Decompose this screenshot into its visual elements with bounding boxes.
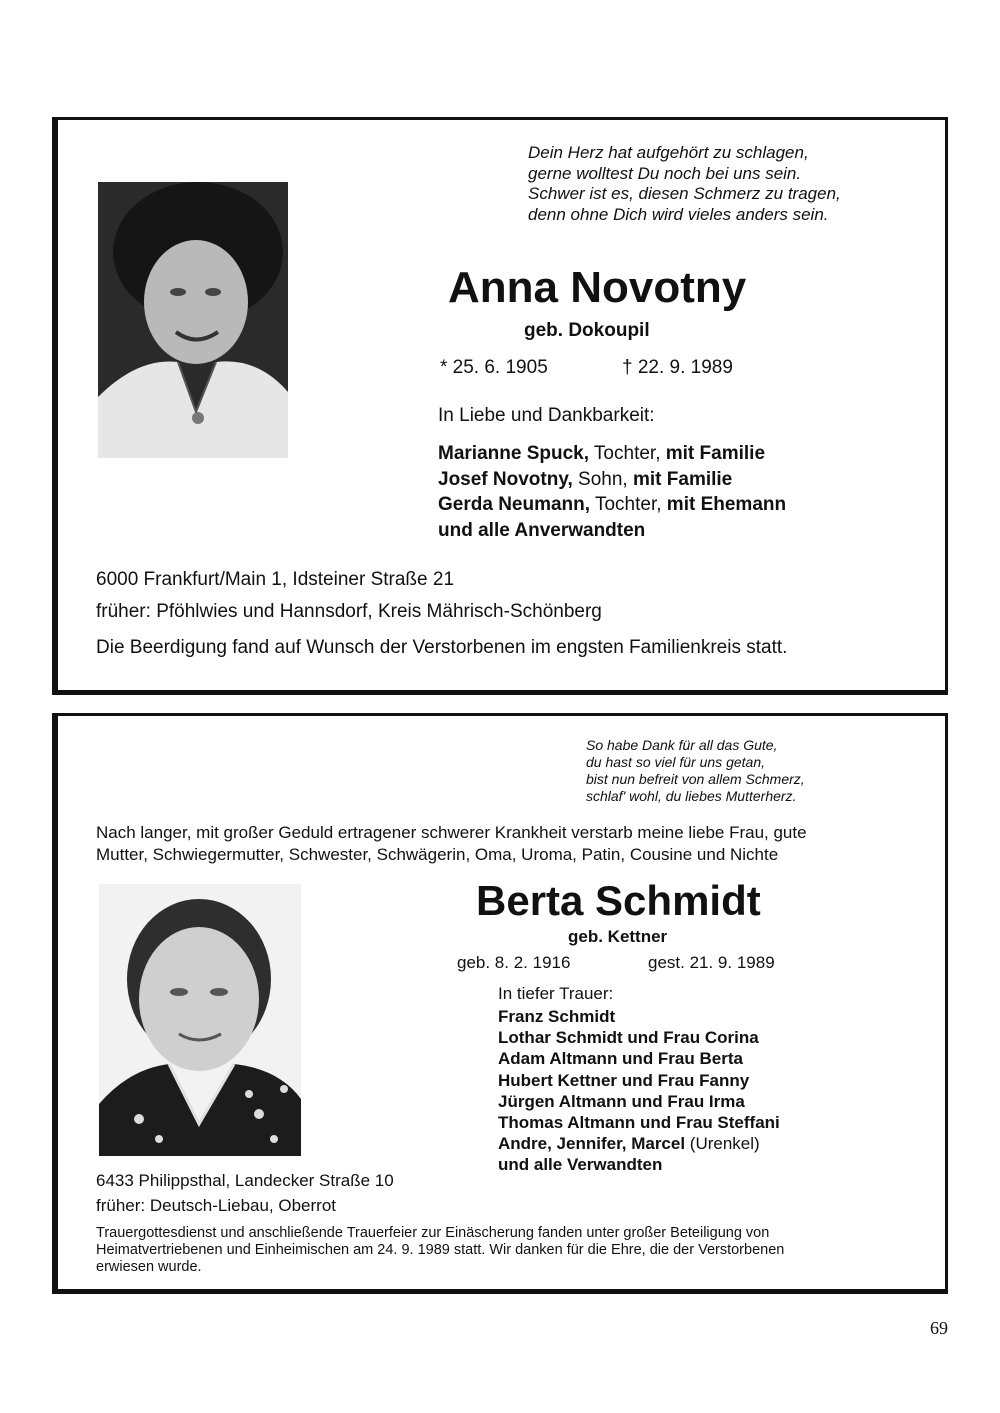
service-line: Trauergottesdienst und anschließende Trauerfeier zur Einäscherung fanden unter großer Beteiligung von: [96, 1225, 770, 1241]
deceased-name-anna: Anna Novotny: [448, 263, 747, 312]
service-line: Heimatvertriebenen und Einheimischen am 24. 9. 1989 statt. Wir danken für die Ehre, die der Verstorbenen: [96, 1242, 785, 1258]
poem-line: du hast so viel für uns getan,: [586, 754, 765, 770]
poem-anna: [528, 143, 841, 225]
death-date-berta: gest. 21. 9. 1989: [648, 953, 775, 972]
poem-line: gerne wolltest Du noch bei uns sein.: [528, 163, 802, 183]
family-member: Lothar Schmidt und Frau Corina: [498, 1028, 759, 1048]
family-member: Hubert Kettner und Frau Fanny: [498, 1070, 750, 1090]
poem-line: Dein Herz hat aufgehört zu schlagen,: [528, 143, 809, 162]
family-member: Marianne Spuck, Tochter, mit Familie: [438, 443, 766, 464]
former-residence-anna: früher: Pföhlwies und Hannsdorf, Kreis Mährisch-Schönberg: [96, 601, 602, 622]
funeral-note-anna: Die Beerdigung fand auf Wunsch der Verstorbenen im engsten Familienkreis statt.: [96, 637, 788, 658]
maiden-name-berta: geb. Kettner: [568, 927, 668, 946]
family-list-berta: [498, 1006, 780, 1176]
portrait-photo-anna-novotny: [98, 182, 288, 458]
page-number: 69: [930, 1318, 948, 1338]
poem-line: So habe Dank für all das Gute,: [586, 737, 778, 753]
service-note-berta: [96, 1225, 784, 1276]
portrait-photo-berta-schmidt: [99, 884, 301, 1156]
family-list-anna: [438, 441, 786, 543]
birth-date-berta: geb. 8. 2. 1916: [457, 953, 571, 972]
family-member: Gerda Neumann, Tochter, mit Ehemann: [438, 494, 787, 515]
announcement-berta: [96, 822, 807, 866]
dedication-anna: In Liebe und Dankbarkeit:: [438, 405, 655, 426]
death-date-anna: † 22. 9. 1989: [622, 357, 733, 378]
announcement-line: Mutter, Schwiegermutter, Schwester, Schwägerin, Oma, Uroma, Patin, Cousine und Nichte: [96, 845, 779, 864]
family-member: Jürgen Altmann und Frau Irma: [498, 1091, 745, 1111]
maiden-name-anna: geb. Dokoupil: [524, 320, 650, 341]
family-member: Adam Altmann und Frau Berta: [498, 1049, 743, 1069]
family-member: Franz Schmidt: [498, 1007, 616, 1026]
poem-line: bist nun befreit von allem Schmerz,: [586, 771, 805, 787]
address-berta: 6433 Philippsthal, Landecker Straße 10: [96, 1171, 394, 1190]
service-line: erwiesen wurde.: [96, 1259, 202, 1275]
family-member: Thomas Altmann und Frau Steffani: [498, 1113, 780, 1133]
birth-date-anna: * 25. 6. 1905: [440, 357, 548, 378]
family-member: und alle Verwandten: [498, 1155, 663, 1175]
poem-berta: [586, 737, 805, 805]
poem-line: Schwer ist es, diesen Schmerz zu tragen,: [528, 184, 841, 203]
former-residence-berta: früher: Deutsch-Liebau, Oberrot: [96, 1196, 337, 1215]
poem-line: schlaf' wohl, du liebes Mutterherz.: [586, 788, 797, 804]
family-member: Josef Novotny, Sohn, mit Familie: [438, 468, 733, 490]
address-anna: 6000 Frankfurt/Main 1, Idsteiner Straße 21: [96, 569, 455, 590]
mourning-intro-berta: In tiefer Trauer:: [498, 984, 614, 1003]
deceased-name-berta: Berta Schmidt: [476, 877, 761, 924]
announcement-line: Nach langer, mit großer Geduld ertragener schwerer Krankheit verstarb meine liebe Frau, gute: [96, 823, 807, 842]
poem-line: denn ohne Dich wird vieles anders sein.: [528, 204, 829, 224]
family-member: Andre, Jennifer, Marcel (Urenkel): [498, 1134, 760, 1154]
family-member: und alle Anverwandten: [438, 519, 646, 541]
